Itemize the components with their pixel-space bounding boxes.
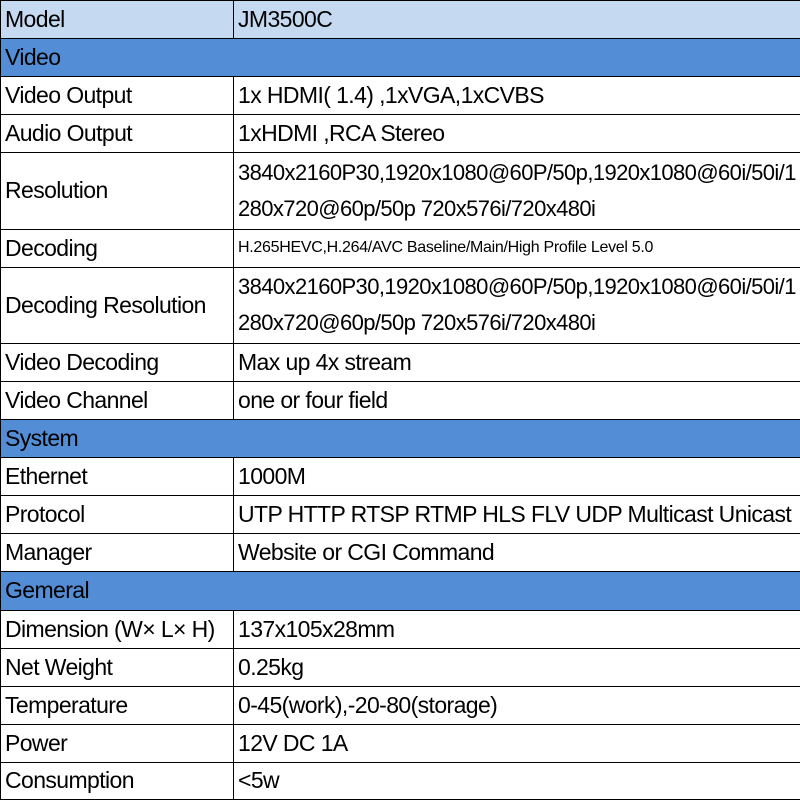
row-value: one or four field bbox=[234, 381, 800, 419]
table-row bbox=[1, 724, 800, 762]
table-row bbox=[1, 610, 800, 648]
row-label: Manager bbox=[1, 534, 234, 572]
table-row bbox=[1, 648, 800, 686]
row-value: 137x105x28mm bbox=[234, 610, 800, 648]
header-label: Model bbox=[1, 1, 234, 39]
table-row bbox=[1, 153, 800, 229]
section-row-video bbox=[1, 39, 800, 77]
section-title: Video bbox=[1, 39, 800, 77]
row-value: 12V DC 1A bbox=[234, 724, 800, 762]
row-value: 1x HDMI( 1.4) ,1xVGA,1xCVBS bbox=[234, 77, 800, 115]
row-label: Net Weight bbox=[1, 648, 234, 686]
table-row bbox=[1, 229, 800, 267]
table-row bbox=[1, 496, 800, 534]
row-label: Video Decoding bbox=[1, 343, 234, 381]
row-label: Temperature bbox=[1, 686, 234, 724]
table-row bbox=[1, 381, 800, 419]
row-value: 3840x2160P30,1920x1080@60P/50p,1920x1080@60i/50i/1280x720@60p/50p 720x576i/720x480i bbox=[234, 153, 800, 229]
section-title: System bbox=[1, 420, 800, 458]
row-value: H.265HEVC,H.264/AVC Baseline/Main/High Profile Level 5.0 bbox=[234, 229, 800, 267]
row-label: Dimension (W× L× H) bbox=[1, 610, 234, 648]
row-value: Max up 4x stream bbox=[234, 343, 800, 381]
row-label: Video Output bbox=[1, 77, 234, 115]
table-row bbox=[1, 762, 800, 799]
section-row-system bbox=[1, 420, 800, 458]
row-label: Video Channel bbox=[1, 381, 234, 419]
row-label: Resolution bbox=[1, 153, 234, 229]
row-value: Website or CGI Command bbox=[234, 534, 800, 572]
table-row bbox=[1, 115, 800, 153]
row-value: UTP HTTP RTSP RTMP HLS FLV UDP Multicast Unicast bbox=[234, 496, 800, 534]
row-value: 0-45(work),-20-80(storage) bbox=[234, 686, 800, 724]
table-row bbox=[1, 77, 800, 115]
table-row bbox=[1, 686, 800, 724]
table-row bbox=[1, 343, 800, 381]
row-label: Protocol bbox=[1, 496, 234, 534]
table-row bbox=[1, 267, 800, 343]
row-label: Ethernet bbox=[1, 458, 234, 496]
row-value: 1000M bbox=[234, 458, 800, 496]
table-row bbox=[1, 458, 800, 496]
row-label: Power bbox=[1, 724, 234, 762]
row-label: Decoding bbox=[1, 229, 234, 267]
row-value: <5w bbox=[234, 762, 800, 799]
table-row bbox=[1, 534, 800, 572]
row-value: 3840x2160P30,1920x1080@60P/50p,1920x1080@60i/50i/1280x720@60p/50p 720x576i/720x480i bbox=[234, 267, 800, 343]
row-value: 0.25kg bbox=[234, 648, 800, 686]
row-label: Decoding Resolution bbox=[1, 267, 234, 343]
header-value: JM3500C bbox=[234, 1, 800, 39]
section-title: Gemeral bbox=[1, 572, 800, 610]
section-row-general bbox=[1, 572, 800, 610]
row-label: Consumption bbox=[1, 762, 234, 799]
row-value: 1xHDMI ,RCA Stereo bbox=[234, 115, 800, 153]
row-label: Audio Output bbox=[1, 115, 234, 153]
header-row bbox=[1, 1, 800, 39]
